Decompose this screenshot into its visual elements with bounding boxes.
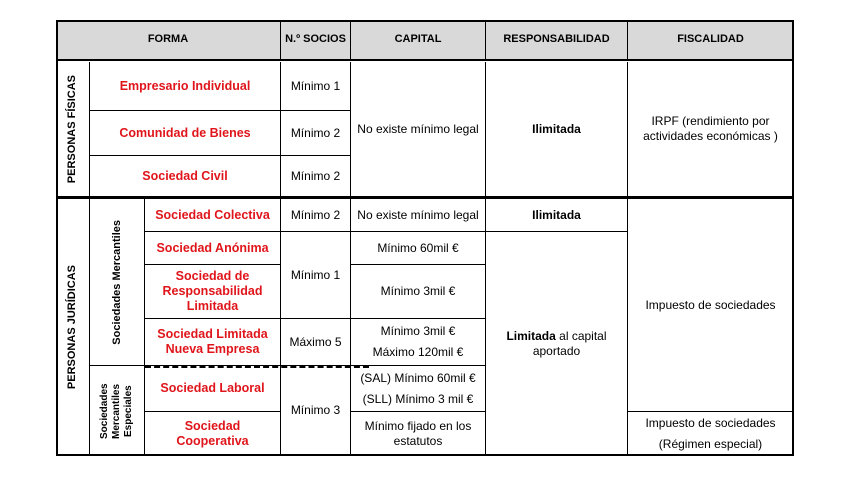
capital-sal: (SAL) Mínimo 60mil € <box>360 370 476 385</box>
capital-sll: (SLL) Mínimo 3 mil € <box>362 391 474 406</box>
capital-personas-fisicas: No existe mínimo legal <box>351 62 486 197</box>
responsabilidad-sociedad-colectiva: Ilimitada <box>486 199 628 232</box>
capital-sociedad-cooperativa: Mínimo fijado en los estatutos <box>351 412 486 456</box>
group-sociedades-mercantiles-label: Sociedades Mercantiles <box>110 219 123 345</box>
fiscalidad-personas-fisicas: IRPF (rendimiento por actividades económicas ) <box>628 62 794 197</box>
socios-sociedad-civil: Mínimo 2 <box>281 156 351 197</box>
capital-sociedad-responsabilidad-limitada: Mínimo 3mil € <box>351 265 486 319</box>
group-sociedades-especiales-label: Sociedades Mercantiles Especiales <box>99 382 134 439</box>
forma-sociedad-civil: Sociedad Civil <box>90 156 281 197</box>
forma-sociedad-laboral: Sociedad Laboral <box>145 366 281 412</box>
group-personas-fisicas-label: PERSONAS FÍSICAS <box>66 74 78 184</box>
forma-sociedad-colectiva: Sociedad Colectiva <box>145 199 281 232</box>
responsabilidad-personas-fisicas: Ilimitada <box>486 62 628 197</box>
capital-sociedad-anonima: Mínimo 60mil € <box>351 232 486 265</box>
header-forma: FORMA <box>56 20 281 60</box>
header-responsabilidad: RESPONSABILIDAD <box>486 20 628 60</box>
responsabilidad-limitada <box>486 232 628 456</box>
fiscalidad-cooperativa-line1: Impuesto de sociedades <box>645 415 776 430</box>
group-personas-fisicas <box>56 62 90 197</box>
capital-slne-minimo: Mínimo 3mil € <box>380 324 456 338</box>
forma-sociedad-anonima: Sociedad Anónima <box>145 232 281 265</box>
group-divider <box>56 197 794 199</box>
forma-sociedad-cooperativa: Sociedad Cooperativa <box>145 412 281 456</box>
group-sociedades-mercantiles <box>90 199 145 366</box>
forma-empresario-individual: Empresario Individual <box>90 62 281 111</box>
group-personas-juridicas-label: PERSONAS JURÍDICAS <box>66 264 78 390</box>
socios-minimo-3: Mínimo 3 <box>281 366 351 456</box>
capital-sociedad-limitada-nueva-empresa <box>351 319 486 366</box>
socios-empresario-individual: Mínimo 1 <box>281 62 351 111</box>
responsabilidad-limitada-bold: Limitada <box>506 328 556 343</box>
responsabilidad-limitada-rest: al capital aportado <box>532 328 607 358</box>
sociedades-table <box>56 20 794 456</box>
capital-sociedad-colectiva: No existe mínimo legal <box>351 199 486 232</box>
header-socios: N.º SOCIOS <box>281 20 351 60</box>
group-personas-juridicas <box>56 199 90 456</box>
socios-sociedad-limitada-nueva-empresa: Máximo 5 <box>281 319 351 366</box>
forma-sociedad-responsabilidad-limitada: Sociedad de Responsabilidad Limitada <box>145 265 281 319</box>
header-capital: CAPITAL <box>351 20 486 60</box>
socios-sociedad-colectiva: Mínimo 2 <box>281 199 351 232</box>
socios-minimo-1: Mínimo 1 <box>281 232 351 319</box>
socios-comunidad-de-bienes: Mínimo 2 <box>281 111 351 156</box>
header-fiscalidad: FISCALIDAD <box>628 20 794 60</box>
header-divider <box>56 59 794 61</box>
forma-comunidad-de-bienes: Comunidad de Bienes <box>90 111 281 156</box>
capital-sociedad-laboral <box>351 366 486 412</box>
fiscalidad-cooperativa-line2: (Régimen especial) <box>658 436 763 451</box>
forma-sociedad-limitada-nueva-empresa: Sociedad Limitada Nueva Empresa <box>145 319 281 366</box>
capital-slne-maximo: Máximo 120mil € <box>372 345 464 359</box>
fiscalidad-impuesto-sociedades: Impuesto de sociedades <box>628 199 794 412</box>
fiscalidad-sociedad-cooperativa <box>628 412 794 456</box>
group-sociedades-especiales <box>90 366 145 456</box>
dashed-divider <box>145 365 369 368</box>
